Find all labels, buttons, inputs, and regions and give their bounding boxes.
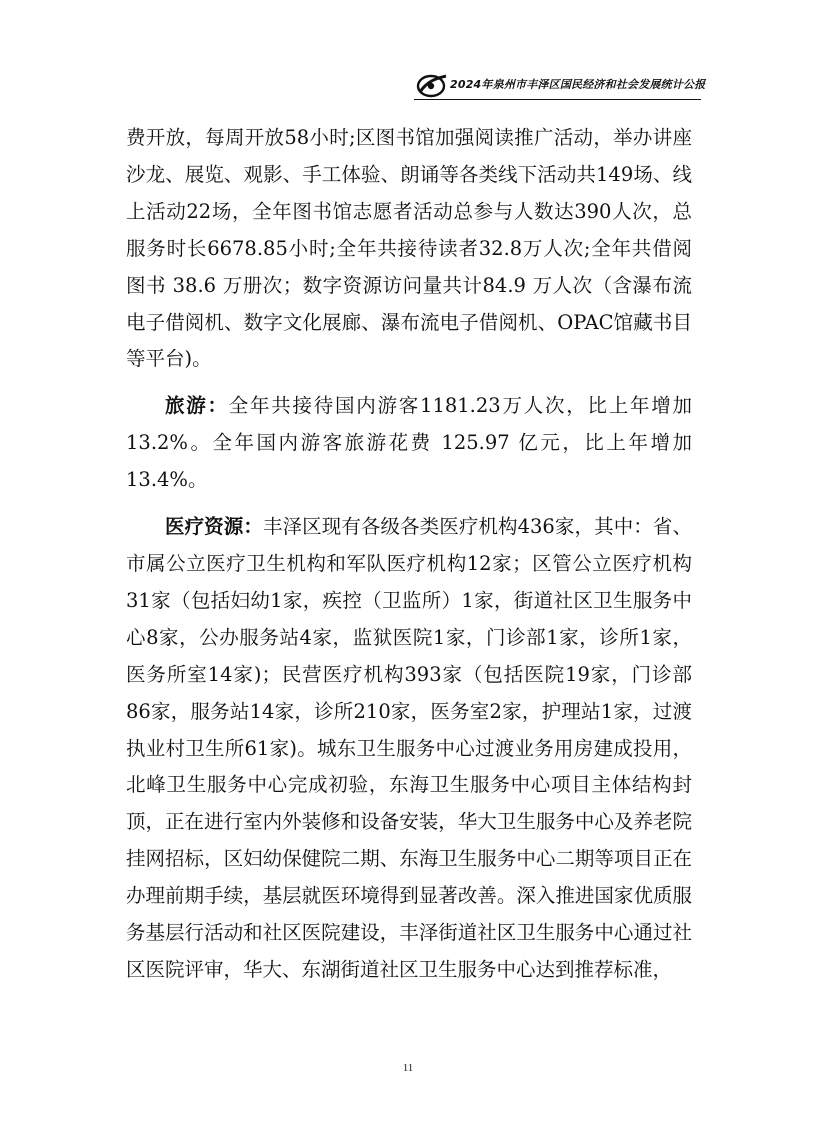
report-logo-icon	[416, 72, 448, 98]
tourism-paragraph	[126, 388, 692, 499]
page-header	[414, 70, 706, 100]
culture-paragraph: 费开放，每周开放58小时;区图书馆加强阅读推广活动，举办讲座沙龙、展览、观影、手工体验、朗诵等各类线下活动共149场、线上活动22场，全年图书馆志愿者活动总参与人数达390人次，总服务时长6678.85小时;全年共接待读者32.8万人次;全年共借阅图书 38.6 万册次；数字资源访问量共计84.9 万人次（含瀑布流电子借阅机、数字文化展廊、瀑布流电子借阅机、OPAC馆藏书目等平台)。	[126, 126, 692, 371]
document-body	[126, 120, 692, 999]
header-rule	[414, 99, 701, 100]
page-number: 11	[402, 1062, 414, 1074]
medical-label: 医疗资源：	[165, 515, 263, 539]
tourism-label: 旅游：	[165, 394, 229, 418]
medical-text: 丰泽区现有各级各类医疗机构436家，其中：省、市属公立医疗卫生机构和军队医疗机构12家；区管公立医疗机构31家（包括妇幼1家，疾控（卫监所）1家，街道社区卫生服务中心8家，公办服务站4家，监狱医院1家，门诊部1家，诊所1家，医务所室14家)；民营医疗机构393家（包括医院19家，门诊部86家，服务站14家，诊所210家，医务室2家，护理站1家，过渡执业村卫生所61家)。城东卫生服务中心过渡业务用房建成投用，北峰卫生服务中心完成初验，东海卫生服务中心项目主体结构封顶，正在进行室内外装修和设备安装，华大卫生服务中心及养老院挂网招标，区妇幼保健院二期、东海卫生服务中心二期等项目正在办理前期手续，基层就医环境得到显著改善。深入推进国家优质服务基层行活动和社区医院建设，丰泽街道社区卫生服务中心通过社区医院评审，华大、东湖街道社区卫生服务中心达到推荐标准，	[126, 515, 692, 981]
medical-paragraph	[126, 509, 692, 989]
tourism-text: 全年共接待国内游客1181.23万人次，比上年增加13.2%。全年国内游客旅游花费 125.97 亿元，比上年增加13.4%。	[126, 394, 692, 492]
header-title: 2024年泉州市丰泽区国民经济和社会发展统计公报	[450, 78, 706, 91]
